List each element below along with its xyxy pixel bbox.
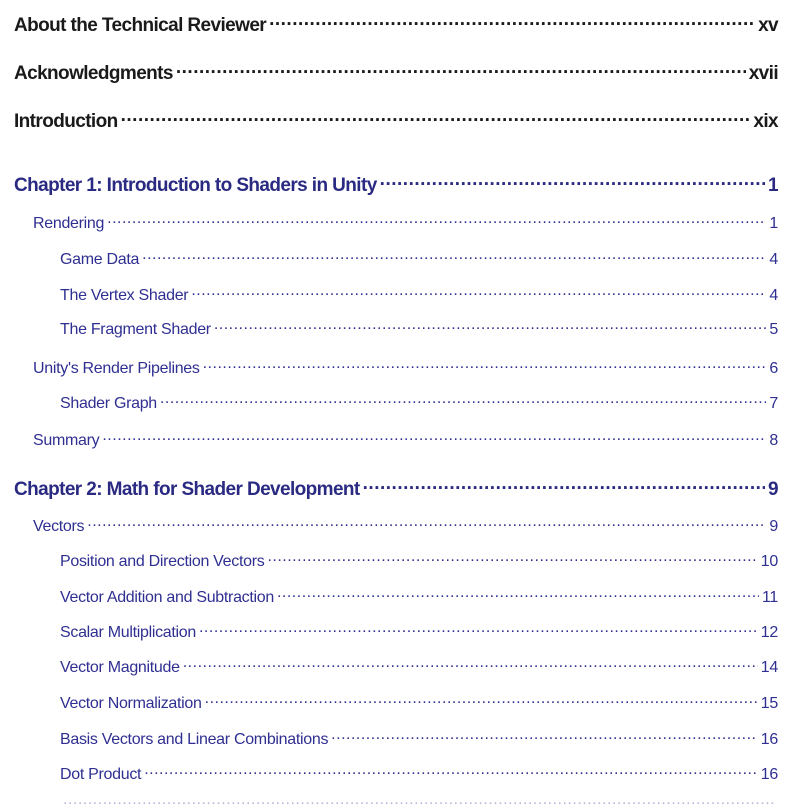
toc-entry-title: The Fragment Shader bbox=[60, 321, 211, 338]
toc-entry-vertex-shader[interactable] bbox=[60, 284, 778, 305]
toc-entry-title: Dot Product bbox=[60, 766, 142, 783]
toc-entry-page: 1 bbox=[769, 215, 778, 232]
dot-leader bbox=[121, 108, 751, 127]
toc-chapter-2[interactable] bbox=[14, 476, 778, 501]
toc-entry-page: 8 bbox=[769, 432, 778, 449]
toc-entry-page: 16 bbox=[760, 766, 778, 783]
toc-entry-title: Vectors bbox=[33, 518, 85, 535]
toc-entry-page: 14 bbox=[760, 659, 778, 676]
toc-entry-fragment-shader[interactable] bbox=[60, 318, 778, 339]
toc-entry-title: The Vertex Shader bbox=[60, 287, 189, 304]
dot-leader bbox=[277, 586, 759, 602]
toc-entry-about-technical-reviewer[interactable] bbox=[14, 12, 778, 37]
toc-entry-page: 11 bbox=[761, 589, 778, 606]
toc-entry-page: 9 bbox=[769, 518, 778, 535]
dot-leader bbox=[380, 172, 765, 191]
dot-leader bbox=[267, 550, 757, 566]
toc-entry-acknowledgments[interactable] bbox=[14, 60, 778, 85]
toc-chapter-title: Chapter 1: Introduction to Shaders in Unity bbox=[14, 175, 377, 196]
toc-entry-page: 16 bbox=[760, 731, 778, 748]
toc-entry-page: xvii bbox=[748, 63, 778, 84]
toc-entry-title: Vector Magnitude bbox=[60, 659, 180, 676]
toc-entry-title: Introduction bbox=[14, 111, 118, 132]
toc-chapter-title: Chapter 2: Math for Shader Development bbox=[14, 479, 360, 500]
dot-leader bbox=[63, 793, 775, 809]
toc-entry-page: 5 bbox=[769, 321, 778, 338]
toc-entry-page: 6 bbox=[769, 360, 778, 377]
toc-entry-render-pipelines[interactable] bbox=[33, 357, 778, 378]
toc-entry-game-data[interactable] bbox=[60, 248, 778, 269]
toc-entry-dot-product[interactable] bbox=[60, 763, 778, 784]
toc-chapter-page: 1 bbox=[768, 175, 778, 196]
toc-entry-title: Basis Vectors and Linear Combinations bbox=[60, 731, 329, 748]
dot-leader bbox=[363, 476, 765, 495]
toc-entry-title: Shader Graph bbox=[60, 395, 157, 412]
dot-leader bbox=[331, 728, 758, 744]
toc-entry-vectors[interactable] bbox=[33, 515, 778, 536]
toc-entry-title: Unity's Render Pipelines bbox=[33, 360, 200, 377]
toc-entry-summary[interactable] bbox=[33, 429, 778, 450]
toc-entry-title: Acknowledgments bbox=[14, 63, 173, 84]
toc-chapter-page: 9 bbox=[768, 479, 778, 500]
toc-entry-shader-graph[interactable] bbox=[60, 392, 778, 413]
toc-entry-title: Vector Normalization bbox=[60, 695, 202, 712]
toc-entry-title: Scalar Multiplication bbox=[60, 624, 196, 641]
toc-entry-vector-magnitude[interactable] bbox=[60, 656, 778, 677]
dot-leader bbox=[176, 60, 746, 79]
dot-leader bbox=[144, 763, 758, 779]
dot-leader bbox=[107, 212, 766, 228]
toc-entry-page: xv bbox=[758, 15, 778, 36]
dot-leader bbox=[269, 12, 755, 31]
toc-entry-page: xix bbox=[753, 111, 778, 132]
toc-entry-scalar-multiplication[interactable] bbox=[60, 621, 778, 642]
dot-leader bbox=[214, 318, 767, 334]
dot-leader bbox=[142, 248, 766, 264]
dot-leader bbox=[102, 429, 766, 445]
toc-entry-title: Rendering bbox=[33, 215, 105, 232]
dot-leader bbox=[203, 357, 767, 373]
dot-leader bbox=[160, 392, 766, 408]
toc-entry-page: 4 bbox=[769, 251, 778, 268]
dot-leader bbox=[87, 515, 766, 531]
dot-leader bbox=[191, 284, 766, 300]
toc-entry-title: Position and Direction Vectors bbox=[60, 553, 265, 570]
toc-entry-cut-off bbox=[60, 793, 778, 809]
toc-entry-title: Summary bbox=[33, 432, 100, 449]
toc-entry-introduction[interactable] bbox=[14, 108, 778, 133]
dot-leader bbox=[205, 692, 758, 708]
toc-entry-title: Vector Addition and Subtraction bbox=[60, 589, 274, 606]
toc-entry-basis-vectors[interactable] bbox=[60, 728, 778, 749]
toc-entry-vector-addition-subtraction[interactable] bbox=[60, 586, 778, 607]
toc-entry-page: 7 bbox=[769, 395, 778, 412]
toc-entry-title: Game Data bbox=[60, 251, 140, 268]
toc-entry-page: 10 bbox=[760, 553, 778, 570]
toc-entry-title: About the Technical Reviewer bbox=[14, 15, 267, 36]
dot-leader bbox=[199, 621, 758, 637]
toc-entry-vector-normalization[interactable] bbox=[60, 692, 778, 713]
toc-entry-rendering[interactable] bbox=[33, 212, 778, 233]
toc-entry-page: 15 bbox=[760, 695, 778, 712]
dot-leader bbox=[183, 656, 758, 672]
toc-chapter-1[interactable] bbox=[14, 172, 778, 197]
toc-entry-position-direction-vectors[interactable] bbox=[60, 550, 778, 571]
toc-entry-page: 4 bbox=[769, 287, 778, 304]
toc-entry-page: 12 bbox=[760, 624, 778, 641]
